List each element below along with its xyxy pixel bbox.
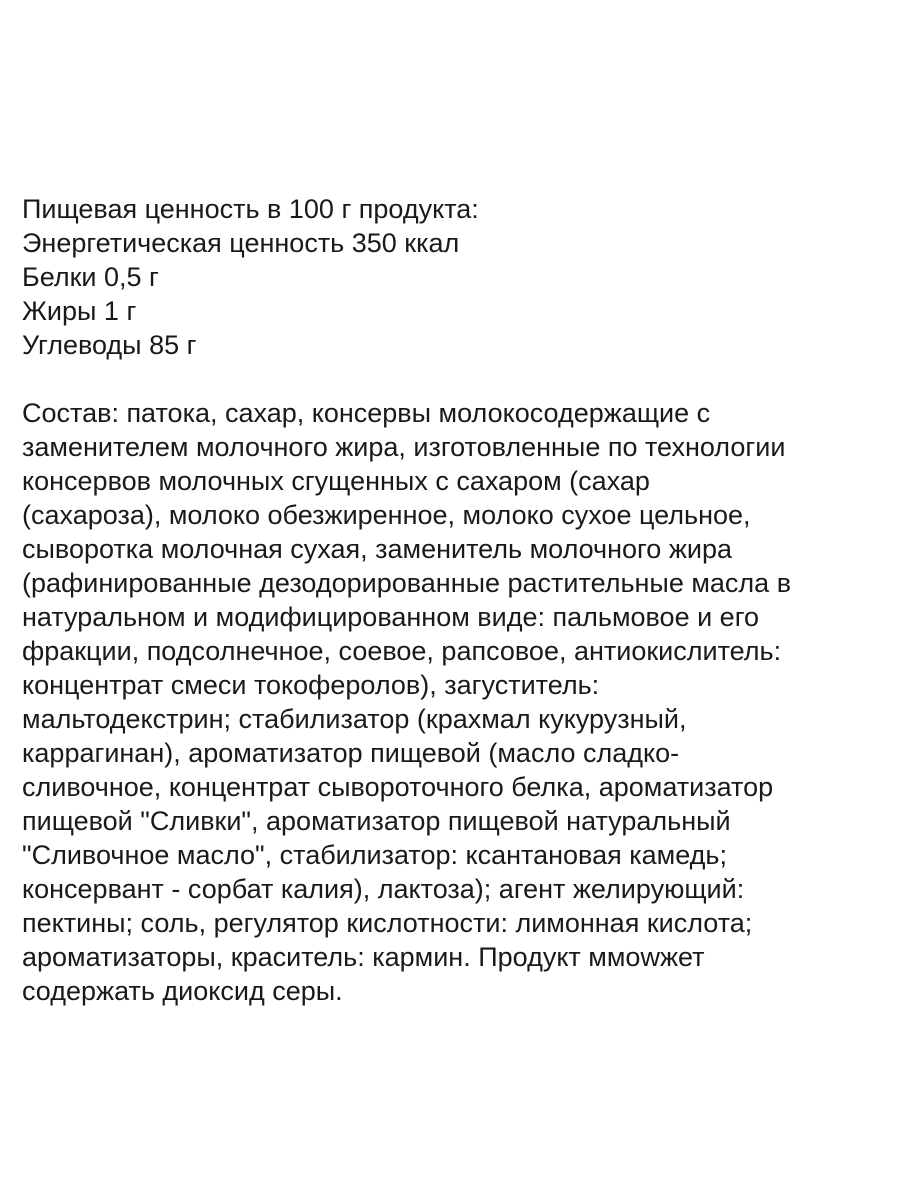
composition-line: (сахароза), молоко обезжиренное, молоко сухое цельное, (22, 500, 751, 530)
composition-line: заменителем молочного жира, изготовленные по технологии (22, 432, 786, 462)
product-label-text (22, 192, 882, 1008)
energy-value-line: Энергетическая ценность 350 ккал (22, 228, 460, 258)
composition-line: пищевой "Сливки", ароматизатор пищевой натуральный (22, 806, 731, 836)
composition-line: пектины; соль, регулятор кислотности: лимонная кислота; (22, 908, 753, 938)
section-spacer (22, 362, 882, 396)
composition-line: Состав: патока, сахар, консервы молокосодержащие с (22, 398, 711, 428)
composition-line: "Сливочное масло", стабилизатор: ксантановая камедь; (22, 840, 727, 870)
composition-line: сыворотка молочная сухая, заменитель молочного жира (22, 534, 732, 564)
composition-line: ароматизаторы, краситель: кармин. Продукт ммowжет (22, 942, 705, 972)
composition-line: консервов молочных сгущенных с сахаром (сахар (22, 466, 650, 496)
composition-line: содержать диоксид серы. (22, 976, 343, 1006)
protein-line: Белки 0,5 г (22, 262, 159, 292)
composition-line: (рафинированные дезодорированные растительные масла в (22, 568, 792, 598)
composition-line: фракции, подсолнечное, соевое, рапсовое, антиокислитель: (22, 636, 782, 666)
composition-line: концентрат смеси токоферолов), загуститель: (22, 670, 600, 700)
composition-section (22, 396, 882, 1008)
carbohydrates-line: Углеводы 85 г (22, 330, 197, 360)
fat-line: Жиры 1 г (22, 296, 137, 326)
composition-line: натуральном и модифицированном виде: пальмовое и его (22, 602, 759, 632)
composition-line: сливочное, концентрат сывороточного белка, ароматизатор (22, 772, 774, 802)
composition-line: консервант - сорбат калия), лактоза); агент желирующий: (22, 874, 745, 904)
composition-line: каррагинан), ароматизатор пищевой (масло сладко- (22, 738, 680, 768)
nutrition-section (22, 192, 882, 362)
nutrition-heading: Пищевая ценность в 100 г продукта: (22, 194, 479, 224)
composition-line: мальтодекстрин; стабилизатор (крахмал кукурузный, (22, 704, 687, 734)
